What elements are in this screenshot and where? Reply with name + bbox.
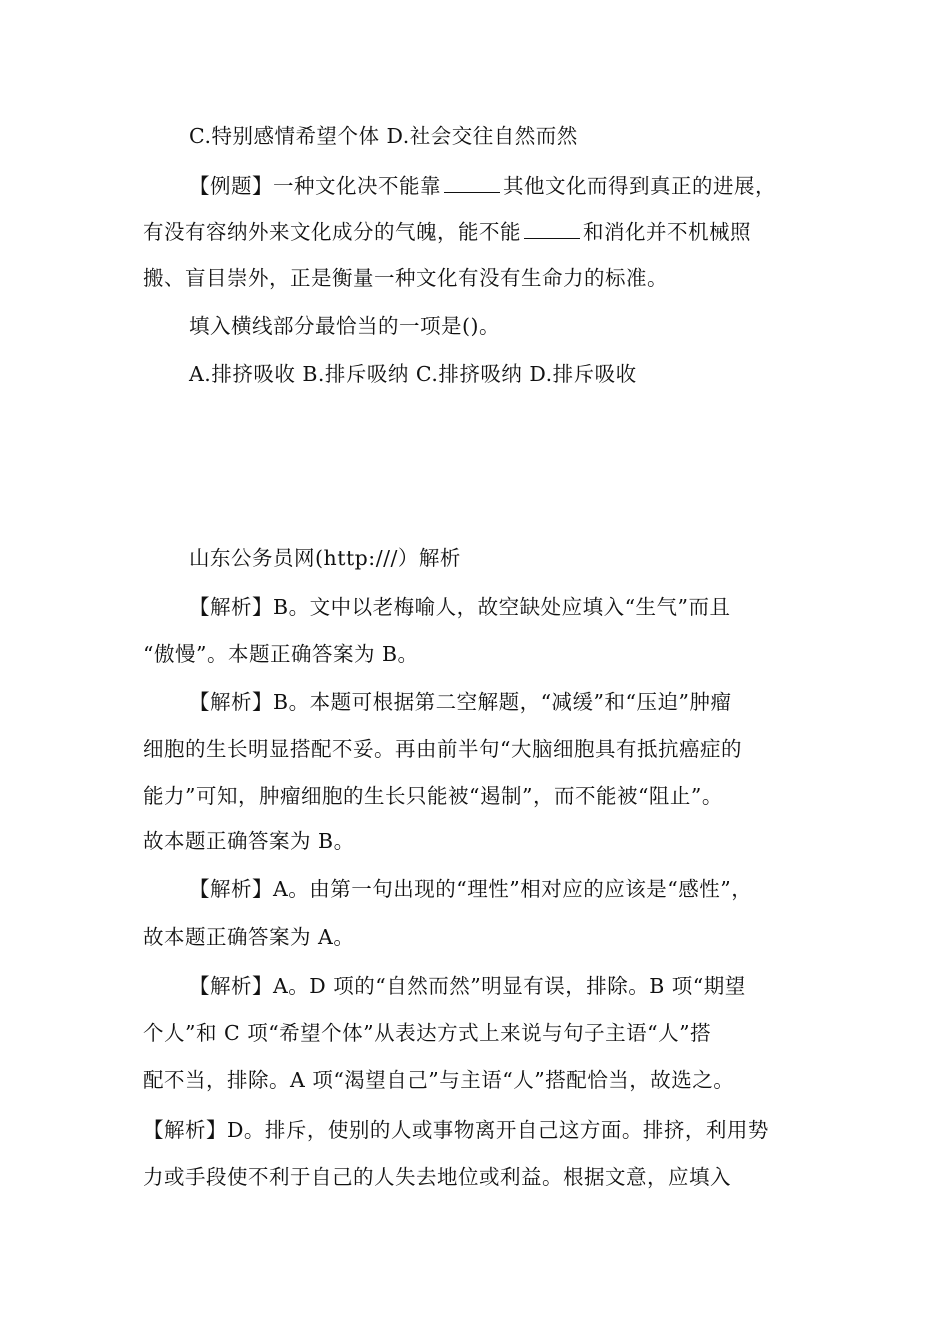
- analysis-line: 【解析】D。排斥，使别的人或事物离开自己这方面。排挤，利用势: [143, 1118, 769, 1142]
- answer-options: A.排挤吸收 B.排斥吸纳 C.排挤吸纳 D.排斥吸收: [189, 362, 637, 386]
- analysis-line: 故本题正确答案为 B。: [143, 829, 355, 853]
- fill-blank: [524, 220, 580, 239]
- analysis-line: 力或手段使不利于自己的人失去地位或利益。根据文意，应填入: [143, 1165, 731, 1189]
- analysis-line: 【解析】A。D 项的“自然而然”明显有误，排除。B 项“期望: [189, 974, 746, 998]
- analysis-line: 能力”可知，肿瘤细胞的生长只能被“遏制”，而不能被“阻止”。: [143, 784, 723, 808]
- fill-blank: [444, 174, 500, 193]
- analysis-line: “傲慢”。本题正确答案为 B。: [143, 642, 419, 666]
- text-segment: 【例题】一种文化决不能靠: [189, 174, 441, 198]
- analysis-line: 配不当，排除。A 项“渴望自己”与主语“人”搭配恰当，故选之。: [143, 1068, 735, 1092]
- text-segment: 有没有容纳外来文化成分的气魄，能不能: [143, 220, 521, 244]
- analysis-line: 【解析】B。文中以老梅喻人，故空缺处应填入“生气”而且: [189, 595, 731, 619]
- text-segment: 其他文化而得到真正的进展，: [503, 174, 776, 198]
- analysis-line: 细胞的生长明显搭配不妥。再由前半句“大脑细胞具有抵抗癌症的: [143, 737, 742, 761]
- section-heading: 山东公务员网(http:///）解析: [189, 546, 461, 570]
- example-question-line: [143, 217, 823, 247]
- analysis-line: 【解析】A。由第一句出现的“理性”相对应的应该是“感性”，: [189, 877, 753, 901]
- analysis-line: 【解析】B。本题可根据第二空解题，“减缓”和“压迫”肿瘤: [189, 690, 732, 714]
- example-question-line: 搬、盲目崇外，正是衡量一种文化有没有生命力的标准。: [143, 266, 668, 290]
- analysis-line: 个人”和 C 项“希望个体”从表达方式上来说与句子主语“人”搭: [143, 1021, 712, 1045]
- analysis-line: 故本题正确答案为 A。: [143, 925, 355, 949]
- option-line-cd: C.特别感情希望个体 D.社会交往自然而然: [189, 124, 578, 148]
- example-question-line: [189, 171, 823, 201]
- question-prompt: 填入横线部分最恰当的一项是()。: [189, 314, 500, 338]
- text-segment: 和消化并不机械照: [583, 220, 751, 244]
